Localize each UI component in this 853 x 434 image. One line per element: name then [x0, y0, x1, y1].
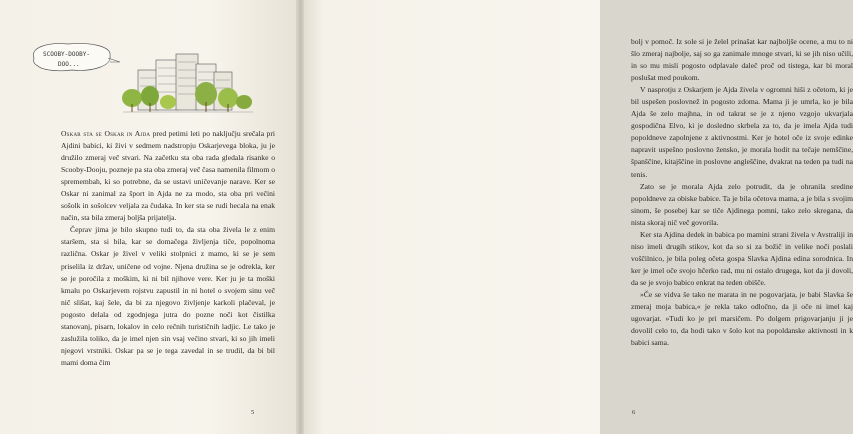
right-page-text: [631, 36, 853, 349]
opening-smallcaps: Oskar sta se Oskar in Ajda: [61, 129, 151, 138]
left-paragraph-2: Čeprav jima je bilo skupno tudi to, da sta oba živela le z enim staršem, sta si bila, kar se domačega življenja tiče, popolnoma različna. Oskar je živel v veliki stolpnici z mamo, ki se je sem priselila iz držav, uničene od vojne. Njena družina se je odrekla, ker se je poročila z moškim, ki ni bil njihove vere. Ker ju je ta moški kmalu po Oskarjevem rojstvu zapustil in ni hotel o svojem sinu več nič slišat, kaj šele, da bi za njegovo življenje karkoli plačeval, je pogosto delala od zgodnjega jutra do pozne noči kot čistilka stanovanj, pisarn, lokalov in celo rečnih turističnih ladjic. Le tako je zaslužila toliko, da je imel njen sin vsaj večino stvari, ki so jih imeli njegovi vrstniki. Oskar pa se je tega zavedal in se trudil, da bi bil mami doma čim: [61, 225, 275, 367]
left-paragraph-1: [61, 128, 275, 224]
right-paragraph-1: bolj v pomoč. Iz sole si je želel prinašat kar najboljše ocene, a mu to ni šlo zmeraj najbolje, saj so ga zanimale mnoge stvari, ki se jih niso učili, in so mu misli pogosto odplavale daleč proč od tistega, kar bi moral poslušat med poukom.: [631, 37, 853, 83]
right-paragraph-4: Ker sta Ajdina dedek in babica po mamini strani živela v Avstraliji in niso imeli drugih stikov, kot da so si za božič in velike noči poslali voščilnico, je bila poleg očeta gospa Slavka Ajdina edina sorodnica. In ker je imel oče svojo hčerko rad, mu ni ostalo drugega, kot da ji dovoli, da se je svojo babico enkrat na teden obišče.: [631, 229, 853, 287]
right-paragraph-2: V nasprotju z Oskarjem je Ajda živela v ogromni hiši z očetom, ki je bil uspešen poslovnež in pogosto zdoma. Mama ji je umrla, ko je bila Ajda še zelo majhna, in od takrat se je z njeno vzgojo ukvarjala gospodična Elvo, ki je dosledno skrbela za to, da je imela Ajda tudi popoldneve zapolnjene z aktivnostmi. Ker je hotel oče iz svoje edinke napravit uspešno poslovno žensko, je morala hodit na tečaje nemščine, španščine, kitajščine in poslovne angleščine, dvakrat na teden pa tudi na tenis.: [631, 85, 853, 179]
speech-bubble: [33, 44, 120, 71]
right-paragraph-3: Zato se je morala Ajda zelo potrudit, da je ohranila sredine popoldneve za obiske babice. Ta je bila očetova mama, a je bila s svojim sinom, še posebej kar se tiče Ajdinega pomni, tako zelo skregana, da nista skoraj nič več govorila.: [631, 181, 853, 227]
page-number-left: 5: [251, 409, 255, 416]
right-paragraph-5: »Če se vidva še tako ne marata in ne pogovarjata, je babi Slavka še zmeraj moja babica,« je rekla tako odločno, da ji oče ni imel kaj ugovarjat. »Tudi ko je pri marsičem. Po dolgem prigovarjanju ji je dovolil celo to, da hodi tako v šolo kot na popoldanske aktivnosti in k babici sama.: [631, 289, 853, 348]
speech-line-2: DOO...: [58, 61, 80, 68]
speech-line-1: SCOOBY-DOOBY-: [43, 51, 90, 58]
city-skyline-illustration: [28, 40, 258, 120]
left-page-text: [61, 128, 275, 369]
right-page: [300, 0, 853, 434]
book-gutter: [296, 0, 304, 434]
page-number-right: 6: [632, 409, 636, 416]
left-page: [0, 0, 300, 434]
left-paragraph-1-body: pred petimi leti po naključju srečala pri Ajdini babici, ki živi v sedmem nadstropju Oskarjevega bloka, ju je družilo zmeraj več stvari. Na začetku sta oba rada gledala risanke o Scooby-Dooju, pozneje pa sta oba zmeraj več časa namenila filmom o spremembah, ki so potrebne, da se ustavi uničevanje narave. Ker se Oskar ni zanimal za šport in Ajda ne za modo, sta oba pri večini sošolk in sošolcev veljala za čudaka. In ker sta se rudi hecala na enak način, sta bila zmeraj boljša prijatelja.: [61, 129, 275, 223]
